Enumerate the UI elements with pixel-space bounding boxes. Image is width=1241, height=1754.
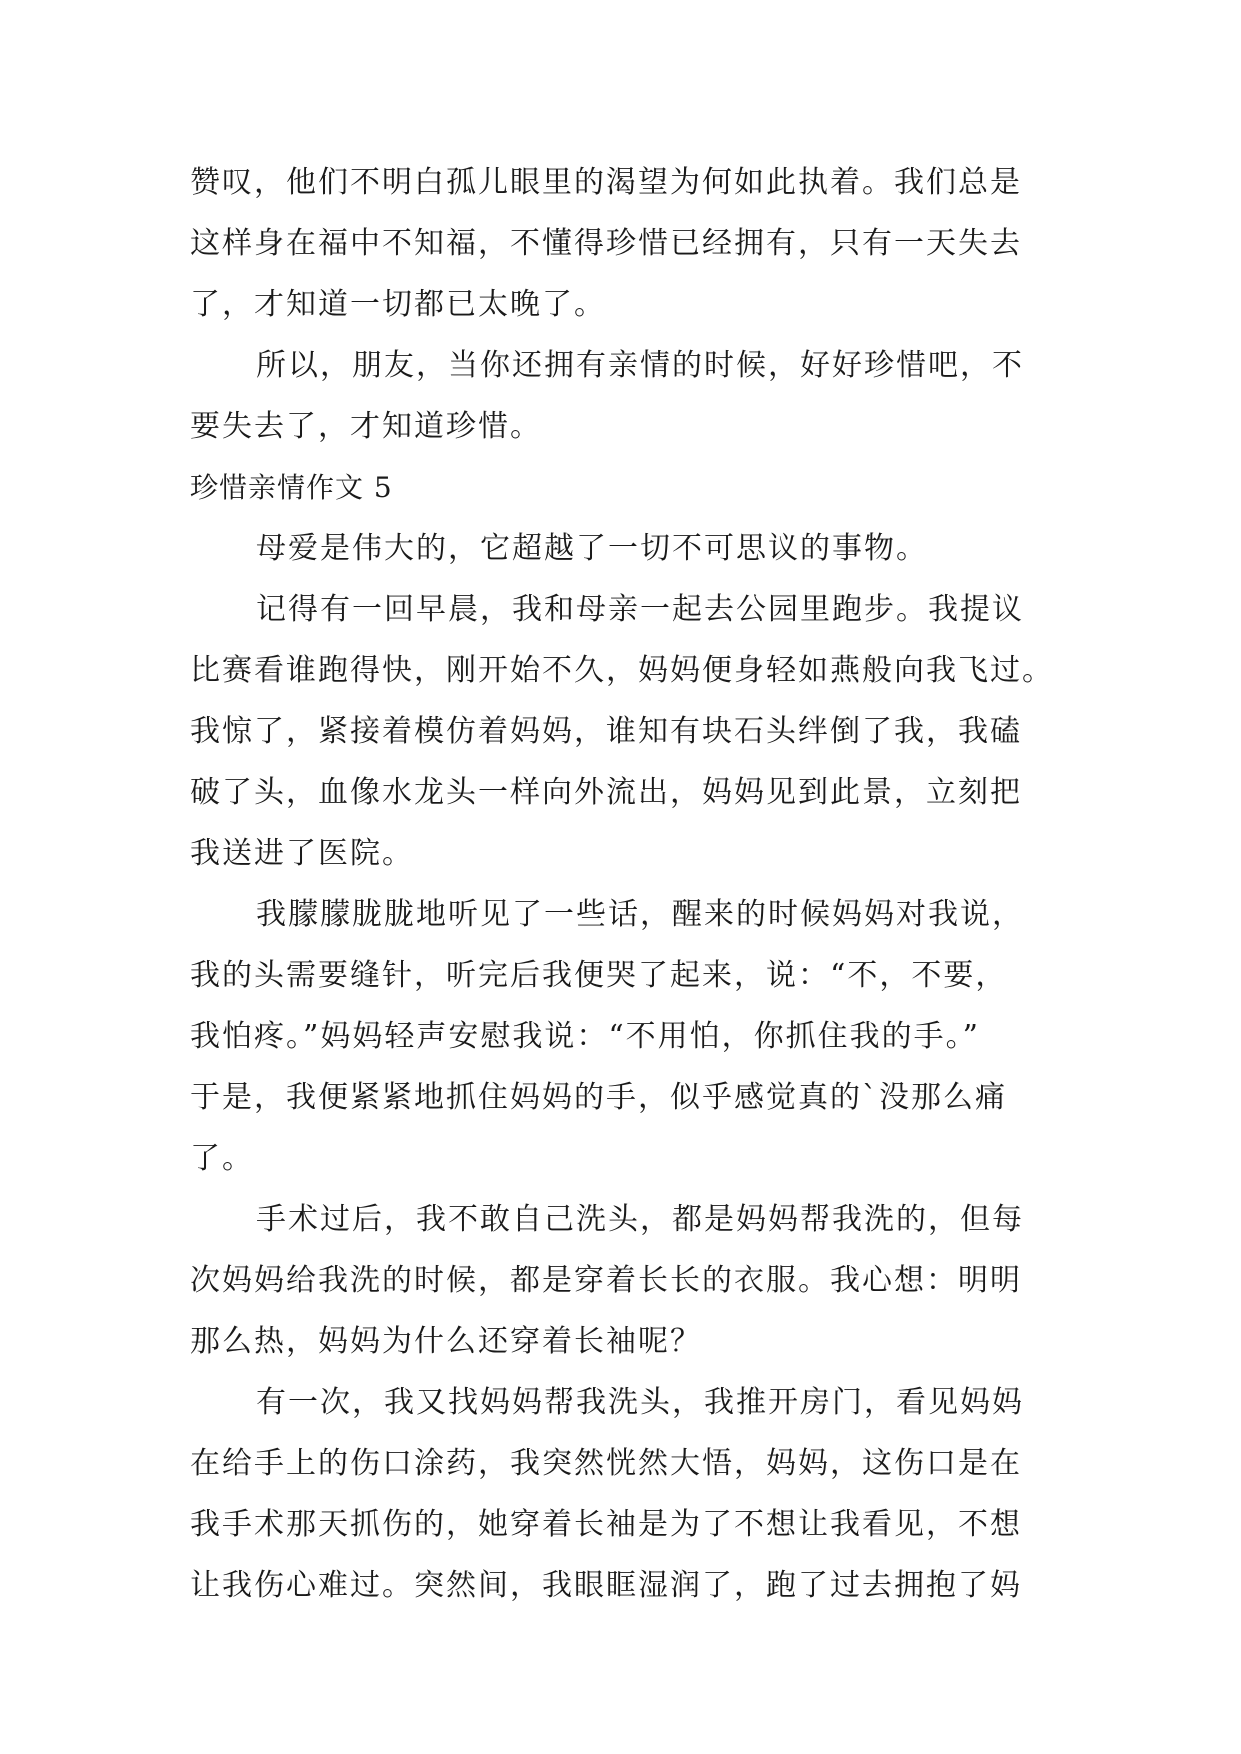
paragraph-line: 我的头需要缝针，听完后我便哭了起来，说：“不，不要， <box>190 958 1008 993</box>
paragraph-line: 那么热，妈妈为什么还穿着长袖呢？ <box>190 1324 702 1359</box>
paragraph-line: 母爱是伟大的，它超越了一切不可思议的事物。 <box>256 531 928 566</box>
paragraph-line: 让我伤心难过。突然间，我眼眶湿润了，跑了过去拥抱了妈 <box>190 1568 1022 1603</box>
paragraph-line: 手术过后，我不敢自己洗头，都是妈妈帮我洗的，但每 <box>256 1202 1024 1237</box>
paragraph-line: 要失去了，才知道珍惜。 <box>190 409 542 444</box>
paragraph-line: 有一次，我又找妈妈帮我洗头，我推开房门，看见妈妈 <box>256 1385 1024 1420</box>
paragraph-line: 了，才知道一切都已太晚了。 <box>190 287 606 322</box>
paragraph-line: 破了头，血像水龙头一样向外流出，妈妈见到此景，立刻把 <box>190 775 1022 810</box>
paragraph-line: 我怕疼。”妈妈轻声安慰我说：“不用怕，你抓住我的手。” <box>190 1019 981 1054</box>
paragraph-line: 次妈妈给我洗的时候，都是穿着长长的衣服。我心想：明明 <box>190 1263 1022 1298</box>
paragraph-line: 赞叹，他们不明白孤儿眼里的渴望为何如此执着。我们总是 <box>190 165 1022 200</box>
paragraph-line: 于是，我便紧紧地抓住妈妈的手，似乎感觉真的`没那么痛 <box>190 1080 1007 1115</box>
paragraph-line: 我送进了医院。 <box>190 836 414 871</box>
paragraph-line: 我手术那天抓伤的，她穿着长袖是为了不想让我看见，不想 <box>190 1507 1022 1542</box>
paragraph-line: 所以，朋友，当你还拥有亲情的时候，好好珍惜吧，不 <box>256 348 1024 383</box>
document-body <box>190 152 1054 1616</box>
paragraph-line: 比赛看谁跑得快，刚开始不久，妈妈便身轻如燕般向我飞过。 <box>190 653 1054 688</box>
paragraph-line: 在给手上的伤口涂药，我突然恍然大悟，妈妈，这伤口是在 <box>190 1446 1022 1481</box>
paragraph-line: 这样身在福中不知福，不懂得珍惜已经拥有，只有一天失去 <box>190 226 1022 261</box>
paragraph-line: 记得有一回早晨，我和母亲一起去公园里跑步。我提议 <box>256 592 1024 627</box>
paragraph-line: 了。 <box>190 1141 254 1176</box>
paragraph-line: 我朦朦胧胧地听见了一些话，醒来的时候妈妈对我说， <box>256 897 1024 932</box>
section-heading: 珍惜亲情作文 5 <box>190 471 393 504</box>
paragraph-line: 我惊了，紧接着模仿着妈妈，谁知有块石头绊倒了我，我磕 <box>190 714 1022 749</box>
